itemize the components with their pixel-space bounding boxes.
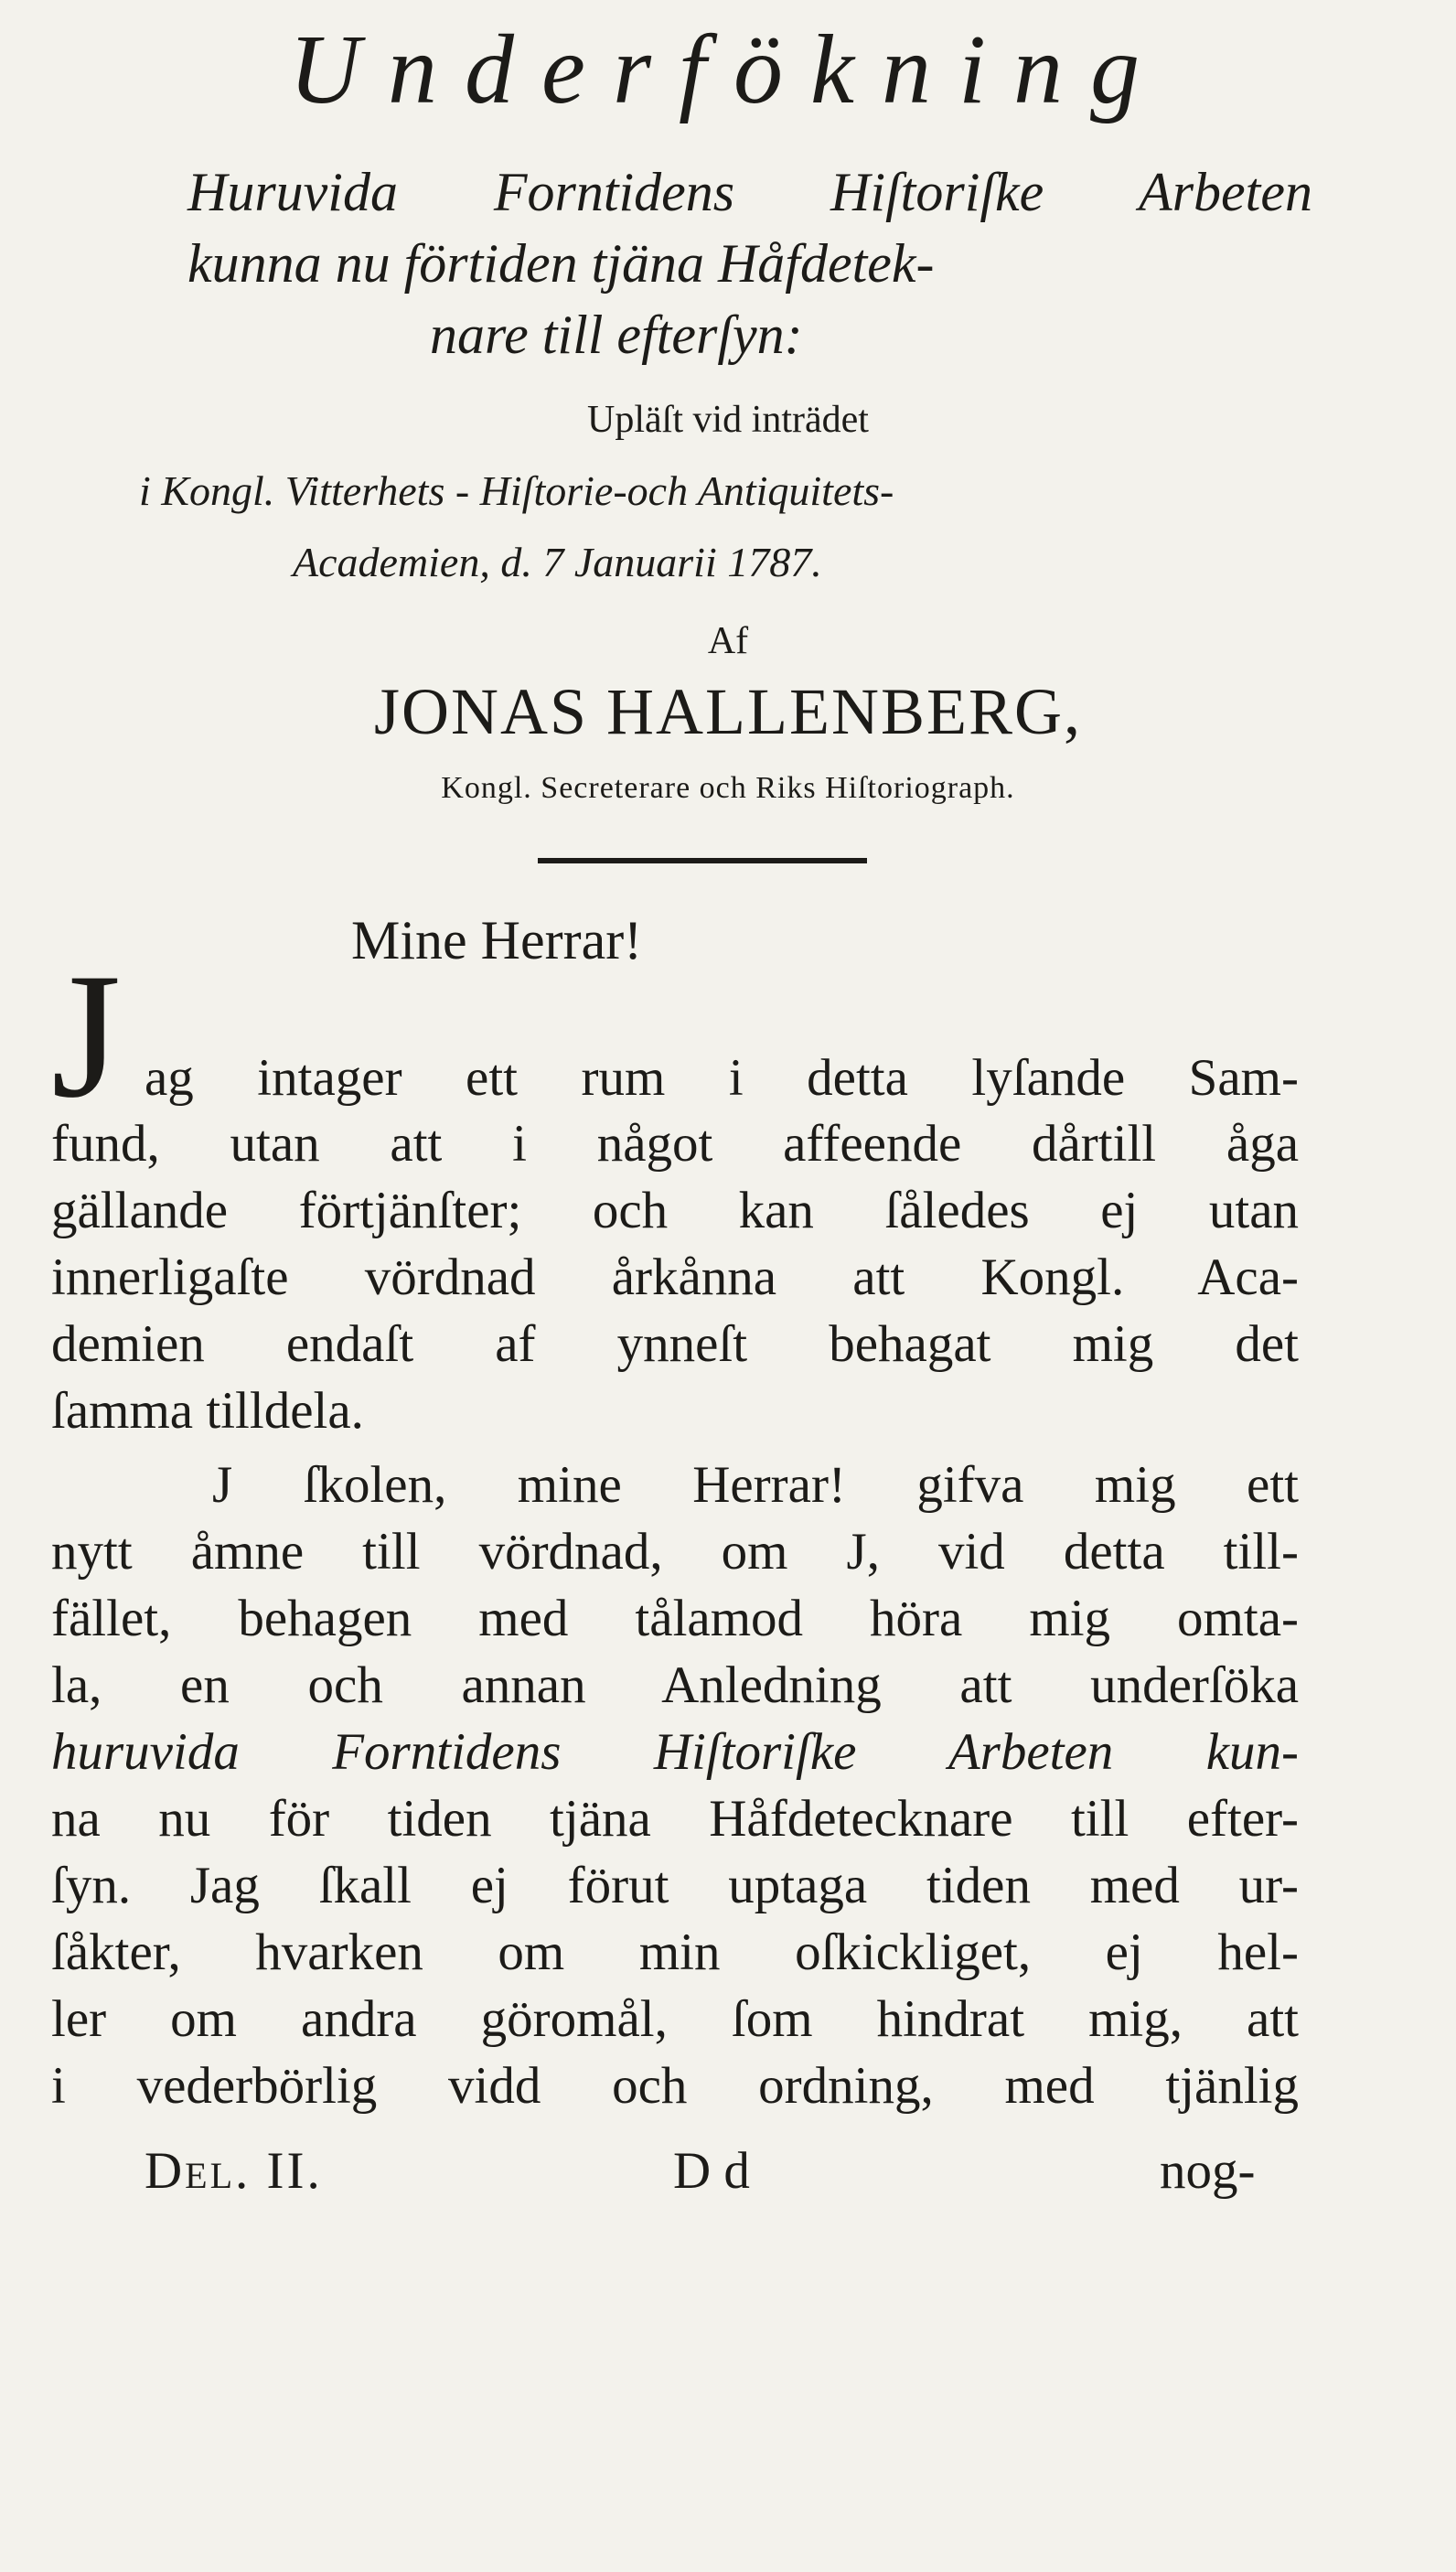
part-marker: Del. II. <box>145 2142 323 2200</box>
subtitle-line-3: nare till efterſyn: <box>430 305 803 365</box>
body-line: ag intager ett rum i detta lyſande Sam- <box>145 1049 1299 1107</box>
body-line: nytt åmne till vördnad, om J, vid detta till- <box>51 1523 1299 1581</box>
salutation: Mine Herrar! <box>351 910 643 970</box>
body-line: gällande förtjänſter; och kan ſåledes ej utan <box>51 1182 1299 1239</box>
body-line: ler om andra göromål, ſom hindrat mig, att <box>51 1990 1299 2048</box>
body-line: fället, behagen med tålamod höra mig omta- <box>51 1590 1299 1647</box>
academy-line-1: i Kongl. Vitterhets - Hiſtorie-och Antiquitets- <box>139 467 894 514</box>
read-line: Upläſt vid inträdet <box>587 399 869 441</box>
by-line: Af <box>707 620 749 662</box>
body-line: ſamma tilldela. <box>51 1382 364 1440</box>
subtitle-line-1: Huruvida Forntidens Hiſtoriſke Arbeten <box>187 162 1312 222</box>
body-line: na nu för tiden tjäna Håfdetecknare till efter- <box>51 1790 1299 1848</box>
body-line: huruvida Forntidens Hiſtoriſke Arbeten kun- <box>51 1723 1299 1781</box>
author-title: Kongl. Secreterare och Riks Hiſtoriograph. <box>441 771 1015 805</box>
drop-cap: J <box>51 937 122 1135</box>
body-line: innerligaſte vördnad årkånna att Kongl. Aca- <box>51 1248 1299 1306</box>
body-line: J ſkolen, mine Herrar! gifva mig ett <box>212 1456 1299 1514</box>
document-title: Underfökning <box>289 16 1167 124</box>
body-line: fund, utan att i något affeende dårtill åga <box>51 1115 1299 1173</box>
body-line: i vederbörlig vidd och ordning, med tjänlig <box>51 2057 1299 2115</box>
body-line: ſyn. Jag ſkall ej förut uptaga tiden med ur- <box>51 1857 1299 1914</box>
academy-line-2: Academien, d. 7 Januarii 1787. <box>293 539 822 585</box>
body-line: la, en och annan Anledning att underſöka <box>51 1656 1299 1714</box>
body-line: ſåkter, hvarken om min oſkickliget, ej hel- <box>51 1924 1299 1981</box>
body-line: demien endaſt af ynneſt behagat mig det <box>51 1315 1299 1373</box>
author-name: JONAS HALLENBERG, <box>373 675 1082 748</box>
catchword: nog- <box>1160 2142 1256 2200</box>
divider-rule <box>538 858 867 863</box>
signature-mark: D d <box>673 2142 750 2200</box>
subtitle-line-2: kunna nu förtiden tjäna Håfdetek- <box>187 233 935 294</box>
